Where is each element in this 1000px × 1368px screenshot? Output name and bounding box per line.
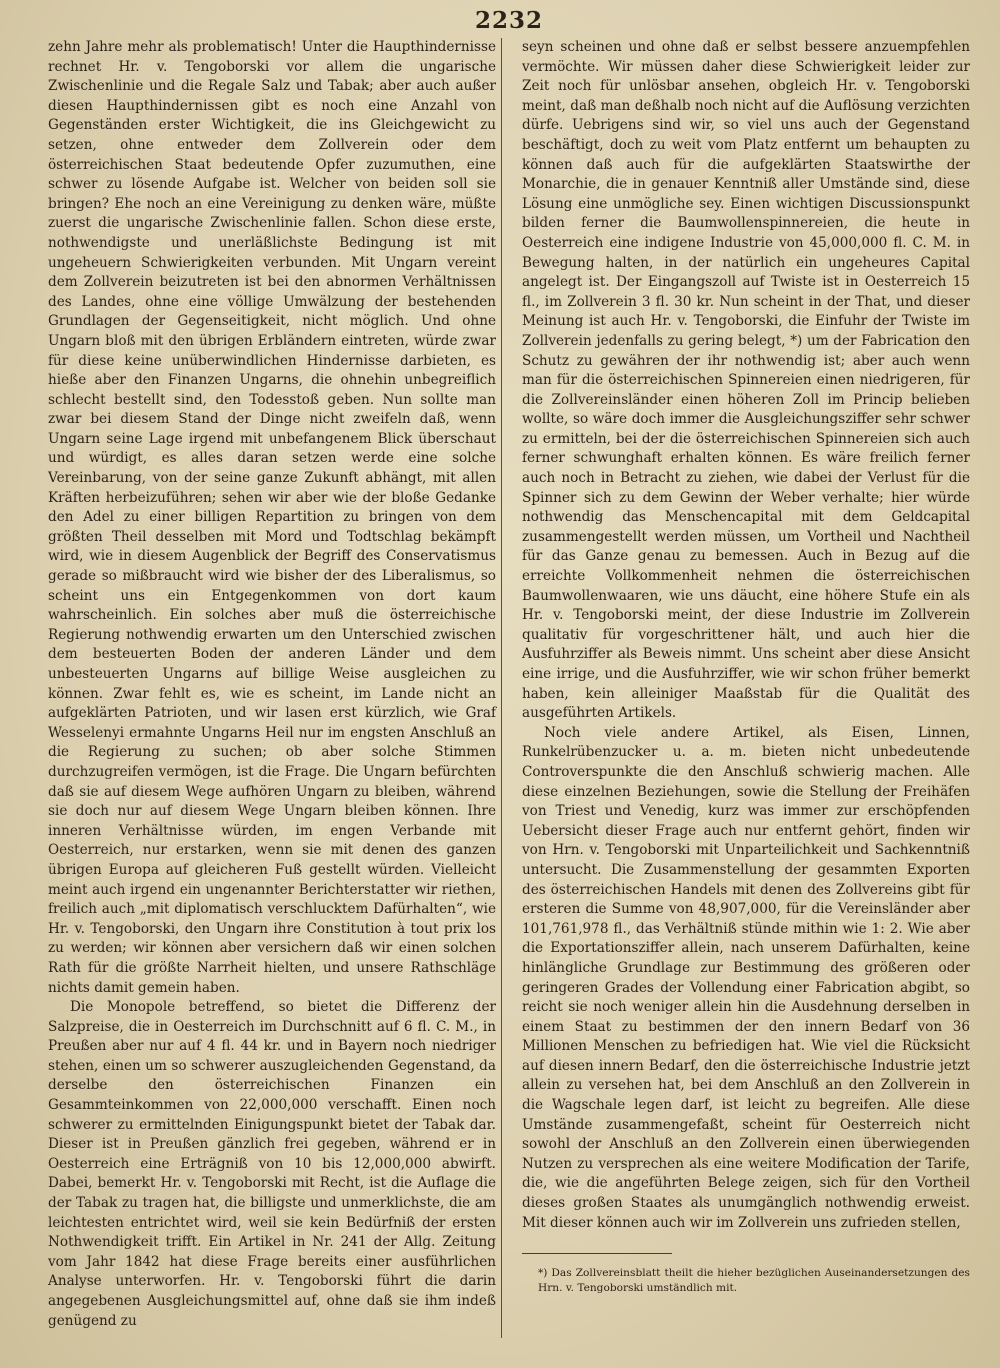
left-column xyxy=(48,38,496,1331)
left-paragraph-2: Die Monopole betreffend, so bietet die Differenz der Salzpreise, die in Oesterreich im Durchschnitt auf 6 fl. C. M., in Preußen aber nur auf 4 fl. 44 kr. und in Bayern noch niedriger stehen, einen um so schwerer auszugleichenden Gegenstand, da derselbe den österreichischen Finanzen ein Gesammteinkommen von 22,000,000 verschafft. Einen noch schwerer zu ermittelnden Einigungspunkt bietet der Tabak dar. Dieser ist in Preußen gänzlich frei gegeben, während er in Oesterreich eine Erträgniß von 10 bis 12,000,000 abwirft. Dabei, bemerkt Hr. v. Tengoborski mit Recht, ist die Auflage die der Tabak zu tragen hat, die billigste und unmerklichste, die am leichtesten entrichtet wird, weil sie kein Bedürfniß der ersten Nothwendigkeit trifft. Ein Artikel in Nr. 241 der Allg. Zeitung vom Jahr 1842 hat diese Frage bereits einer ausführlichen Analyse unterworfen. Hr. v. Tengoborski führt die darin angegebenen Ausgleichungsmittel auf, ohne daß sie ihm indeß genügend zu xyxy=(48,999,496,1329)
footnote-separator xyxy=(522,1253,672,1254)
text-columns xyxy=(48,38,970,1331)
right-paragraph-1: seyn scheinen und ohne daß er selbst bessere anzuempfehlen vermöchte. Wir müssen daher diese Schwierigkeit leider zur Zeit noch für unlösbar ansehen, obgleich Hr. v. Tengoborski meint, daß man deßhalb noch nicht auf die Auflösung verzichten dürfe. Uebrigens sind wir, so viel uns auch der Gegenstand beschäftigt, doch zu weit vom Platz entfernt um behaupten zu können daß auch für die aufgeklärten Staatswirthe der Monarchie, die in genauer Kenntniß aller Umstände sind, diese Lösung eine unmögliche sey. Einen wichtigen Discussionspunkt bilden ferner die Baumwollenspinnereien, die heute in Oesterreich eine indigene Industrie von 45,000,000 fl. C. M. in Bewegung halten, in der natürlich ein ungeheures Capital angelegt ist. Der Eingangszoll auf Twiste ist in Oesterreich 15 fl., im Zollverein 3 fl. 30 kr. Nun scheint in der That, und dieser Meinung ist auch Hr. v. Tengoborski, die Einfuhr der Twiste im Zollverein jedenfalls zu gering belegt, *) um der Fabrication den Schutz zu gewähren der ihr nothwendig ist; aber auch wenn man für die österreichischen Spinnereien einen niedrigeren, für die Zollvereinsländer einen höheren Zoll im Princip belieben wollte, so wäre doch immer die Ausgleichungsziffer sehr schwer zu ermitteln, bei der die österreichischen Spinnereien sich auch ferner schwunghaft erhalten können. Es wäre freilich ferner auch noch in Betracht zu ziehen, wie dabei der Verlust für die Spinner sich zu dem Gewinn der Weber verhalte; hier würde nothwendig das Menschencapital mit dem Geldcapital zusammengestellt werden müssen, um Vortheil und Nachtheil für das Ganze genau zu bemessen. Auch in Bezug auf die erreichte Vollkommenheit nehmen die österreichischen Baumwollenwaaren, wie uns däucht, eine höhere Stufe ein als Hr. v. Tengoborski meint, der diese Industrie im Zollverein qualitativ für vorgeschrittener hält, und auch hier die Ausfuhrziffer als Beweis nimmt. Uns scheint aber diese Ansicht eine irrige, und die Ausfuhrziffer, wie wir schon früher bemerkt haben, kein alleiniger Maaßstab für die Qualität des ausgeführten Artikels. xyxy=(522,39,970,722)
page-number: 2232 xyxy=(474,7,543,34)
left-paragraph-1: zehn Jahre mehr als problematisch! Unter die Haupthindernisse rechnet Hr. v. Tengoborski vor allem die ungarische Zwischenlinie und die Regale Salz und Tabak; aber auch außer diesen Haupthindernissen gibt es noch eine Anzahl von Gegenständen erster Wichtigkeit, die ins Gleichgewicht zu setzen, ohne entweder dem Zollverein oder dem österreichischen Staat bedeutende Opfer zuzumuthen, eine schwer zu lösende Aufgabe ist. Welcher von beiden soll sie bringen? Ehe noch an eine Vereinigung zu denken wäre, müßte zuerst die ungarische Zwischenlinie fallen. Schon diese erste, nothwendigste und unerläßlichste Bedingung ist mit ungeheuern Schwierigkeiten verbunden. Mit Ungarn vereint dem Zollverein beizutreten ist bei den abnormen Verhältnissen des Landes, ohne eine völlige Umwälzung der bestehenden Grundlagen der Gegenseitigkeit, nicht möglich. Und ohne Ungarn bloß mit den übrigen Erbländern eintreten, würde zwar für diese keine unüberwindlichen Hindernisse darbieten, es hieße aber den Finanzen Ungarns, die ohnehin unbegreiflich schlecht bestellt sind, den Todesstoß geben. Nun sollte man zwar bei diesem Stand der Dinge nicht zweifeln daß, wenn Ungarn seine Lage irgend mit unbefangenem Blick überschaut und würdigt, es alles daran setzen werde eine solche Vereinbarung, von der seine ganze Zukunft abhängt, mit allen Kräften herbeizuführen; sehen wir aber wie der bloße Gedanke den Adel zu einer billigen Repartition zu bringen von dem größten Theil desselben mit Mord und Todtschlag bekämpft wird, wie in diesem Augenblick der Begriff des Conservatismus gerade so mißbraucht wird wie bisher der des Liberalismus, so scheint uns ein Entgegenkommen von dort kaum wahrscheinlich. Ein solches aber muß die österreichische Regierung nothwendig erwarten um den Unterschied zwischen dem besteuerten Boden der anderen Länder und dem unbesteuerten Ungarns auf billige Weise ausgleichen zu können. Zwar fehlt es, wie es scheint, im Lande nicht an aufgeklärten Patrioten, und wir lasen erst kürzlich, wie Graf Wesselenyi ermahnte Ungarns Heil nur im engsten Anschluß an die Regierung zu suchen; ob aber solche Stimmen durchzugreifen vermögen, ist die Frage. Die Ungarn befürchten daß sie auf diesem Wege aufhören Ungarn zu bleiben, während sie doch nur auf diesem Wege Ungarn bleiben können. Ihre inneren Verhältnisse würden, im engen Verbande mit Oesterreich, nur erstarken, wenn sie mit denen des ganzen übrigen Europa auf gleicheren Fuß gestellt würden. Vielleicht meint auch irgend ein ungenannter Berichterstatter wir riethen, freilich auch „mit diplomatisch verschlucktem Dafürhalten“, wie Hr. v. Tengoborski, den Ungarn ihre Constitution à tout prix los zu werden; wir können aber versichern daß wir einen solchen Rath für die größte Narrheit hielten, und unsere Rathschläge nichts damit gemein haben. xyxy=(48,39,496,996)
right-paragraph-2: Noch viele andere Artikel, als Eisen, Linnen, Runkelrübenzucker u. a. m. bieten nicht unbedeutende Controverspunkte die den Anschluß schwierig machen. Alle diese einzelnen Beziehungen, sowie die Stellung der Freihäfen von Triest und Venedig, kurz was immer zur erschöpfenden Uebersicht dieser Frage auch nur entfernt gehört, finden wir von Hrn. v. Tengoborski mit Unparteilichkeit und Sachkenntniß untersucht. Die Zusammenstellung der gesammten Exporten des österreichischen Handels mit denen des Zollvereins gibt für ersteren die Summe von 48,907,000, für die Vereinsländer aber 101,761,978 fl., das Verhältniß stünde mithin wie 1: 2. Wie aber die Exportationsziffer allein, nach unserem Dafürhalten, keine hinlängliche Grundlage zur Bestimmung des größeren oder geringeren Grades der Vollendung einer Fabrication abgibt, so reicht sie noch weniger allein hin die Ausdehnung derselben in einem Staat zu bestimmen der den innern Bedarf von 36 Millionen Menschen zu befriedigen hat. Wie viel die Rücksicht auf diesen innern Bedarf, den die österreichische Industrie jetzt allein zu versehen hat, bei dem Anschluß an den Zollverein in die Wagschale legen darf, ist leicht zu begreifen. Alle diese Umstände zusammengefaßt, scheint für Oesterreich nicht sowohl der Anschluß an den Zollverein einen überwiegenden Nutzen zu versprechen als eine weitere Modification der Tarife, die, wie die angeführten Belege zeigen, sich für den Vortheil dieses großen Staates als unumgänglich nothwendig erweist. Mit dieser können auch wir im Zollverein uns zufrieden stellen, xyxy=(522,724,970,1231)
column-divider xyxy=(501,38,502,1338)
right-column xyxy=(522,38,970,1331)
footnote: *) Das Zollvereinsblatt theilt die hieher bezüglichen Auseinandersetzungen des Hrn. v. Tengoborski umständlich mit. xyxy=(538,1267,970,1295)
